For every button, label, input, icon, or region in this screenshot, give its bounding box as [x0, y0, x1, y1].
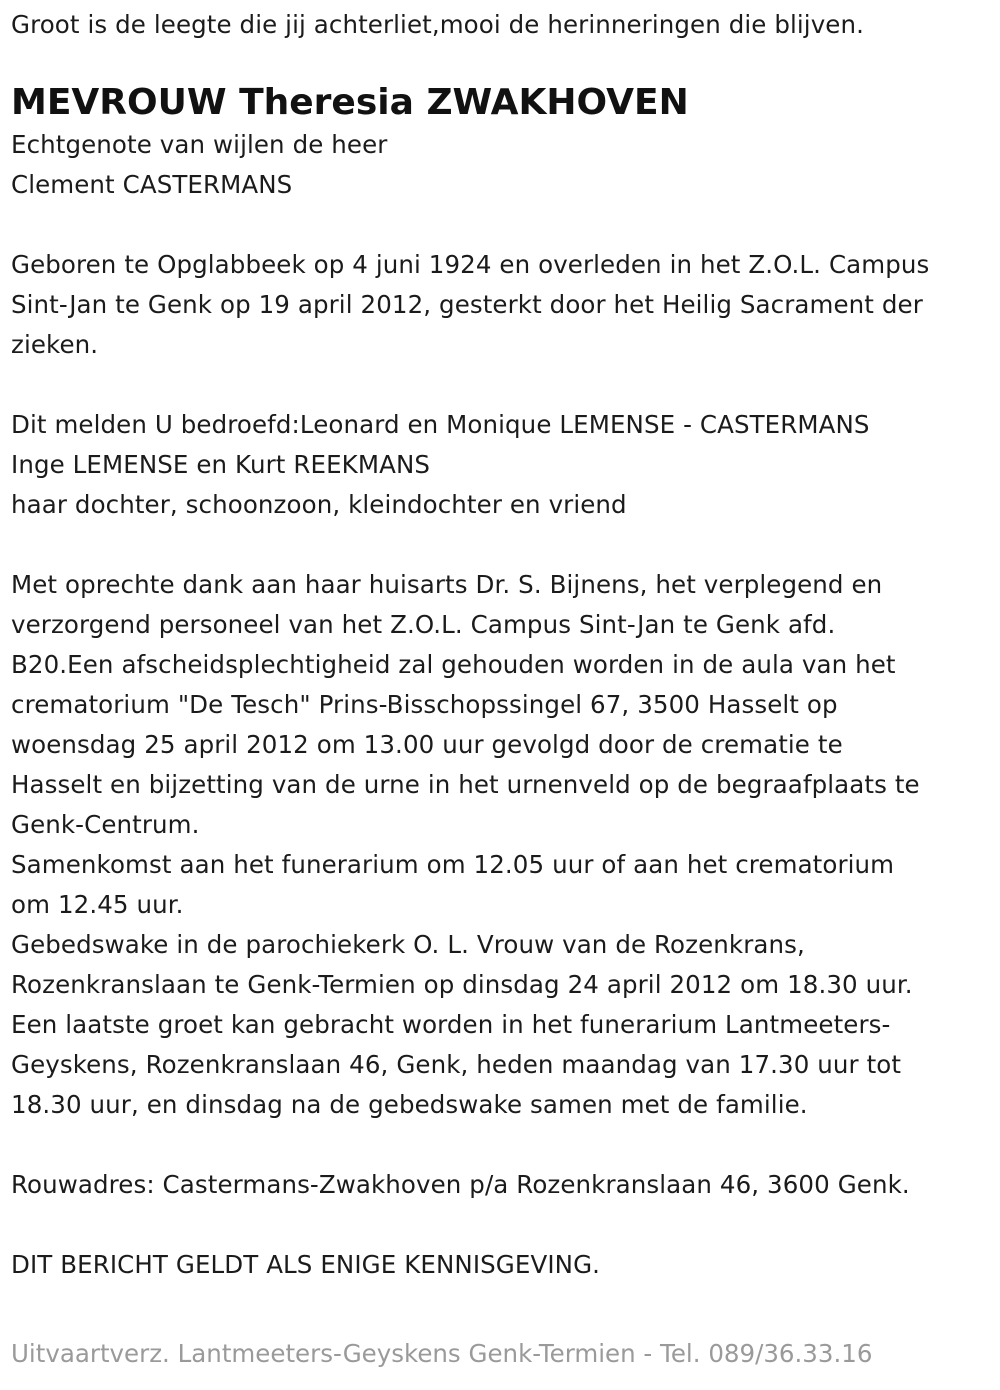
paragraph-line: Rozenkranslaan te Genk-Termien op dinsdag 24 april 2012 om 18.30 uur. [11, 970, 913, 999]
paragraph-line: Een laatste groet kan gebracht worden in het funerarium Lantmeeters- [11, 1010, 891, 1039]
paragraph-line: Inge LEMENSE en Kurt REEKMANS [11, 450, 431, 479]
paragraph-line: Geboren te Opglabbeek op 4 juni 1924 en overleden in het Z.O.L. Campus [11, 250, 930, 279]
paragraph-line: haar dochter, schoonzoon, kleindochter en vriend [11, 490, 627, 519]
paragraph-line: B20.Een afscheidsplechtigheid zal gehouden worden in de aula van het [11, 650, 896, 679]
paragraph-line: Dit melden U bedroefd:Leonard en Monique LEMENSE - CASTERMANS [11, 410, 870, 439]
paragraph-line: Sint-Jan te Genk op 19 april 2012, gesterkt door het Heilig Sacrament der [11, 290, 923, 319]
paragraph-line: verzorgend personeel van het Z.O.L. Campus Sint-Jan te Genk afd. [11, 610, 836, 639]
spouse-line-1: Echtgenote van wijlen de heer [11, 130, 388, 159]
paragraph-line: zieken. [11, 330, 99, 359]
spacer [11, 205, 991, 245]
spacer [11, 1205, 991, 1245]
spacer [11, 525, 991, 565]
obituary-notice [11, 0, 991, 1285]
paragraph-line: Geyskens, Rozenkranslaan 46, Genk, heden maandag van 17.30 uur tot [11, 1050, 902, 1079]
paragraph-line: Hasselt en bijzetting van de urne in het urnenveld op de begraafplaats te [11, 770, 920, 799]
paragraph-line: om 12.45 uur. [11, 890, 184, 919]
spouse-line-2: Clement CASTERMANS [11, 170, 293, 199]
birth-death-paragraph [11, 245, 991, 365]
paragraph-line: Genk-Centrum. [11, 810, 200, 839]
paragraph-line: 18.30 uur, en dinsdag na de gebedswake samen met de familie. [11, 1090, 808, 1119]
mourners-paragraph [11, 405, 991, 525]
paragraph-line: woensdag 25 april 2012 om 13.00 uur gevolgd door de crematie te [11, 730, 843, 759]
details-paragraph [11, 565, 991, 1125]
paragraph-line: Samenkomst aan het funerarium om 12.05 uur of aan het crematorium [11, 850, 895, 879]
funeral-home-footer: Uitvaartverz. Lantmeeters-Geyskens Genk-Termien - Tel. 089/36.33.16 [11, 1339, 873, 1368]
memorial-quote: Groot is de leegte die jij achterliet,mooi de herinneringen die blijven. [11, 10, 864, 39]
deceased-name: MEVROUW Theresia ZWAKHOVEN [11, 82, 689, 123]
official-notice: DIT BERICHT GELDT ALS ENIGE KENNISGEVING. [11, 1250, 601, 1279]
mourning-address: Rouwadres: Castermans-Zwakhoven p/a Rozenkranslaan 46, 3600 Genk. [11, 1170, 910, 1199]
paragraph-line: crematorium "De Tesch" Prins-Bisschopssingel 67, 3500 Hasselt op [11, 690, 838, 719]
spacer [11, 365, 991, 405]
paragraph-line: Gebedswake in de parochiekerk O. L. Vrouw van de Rozenkrans, [11, 930, 805, 959]
paragraph-line: Met oprechte dank aan haar huisarts Dr. S. Bijnens, het verplegend en [11, 570, 883, 599]
spacer [11, 1125, 991, 1165]
